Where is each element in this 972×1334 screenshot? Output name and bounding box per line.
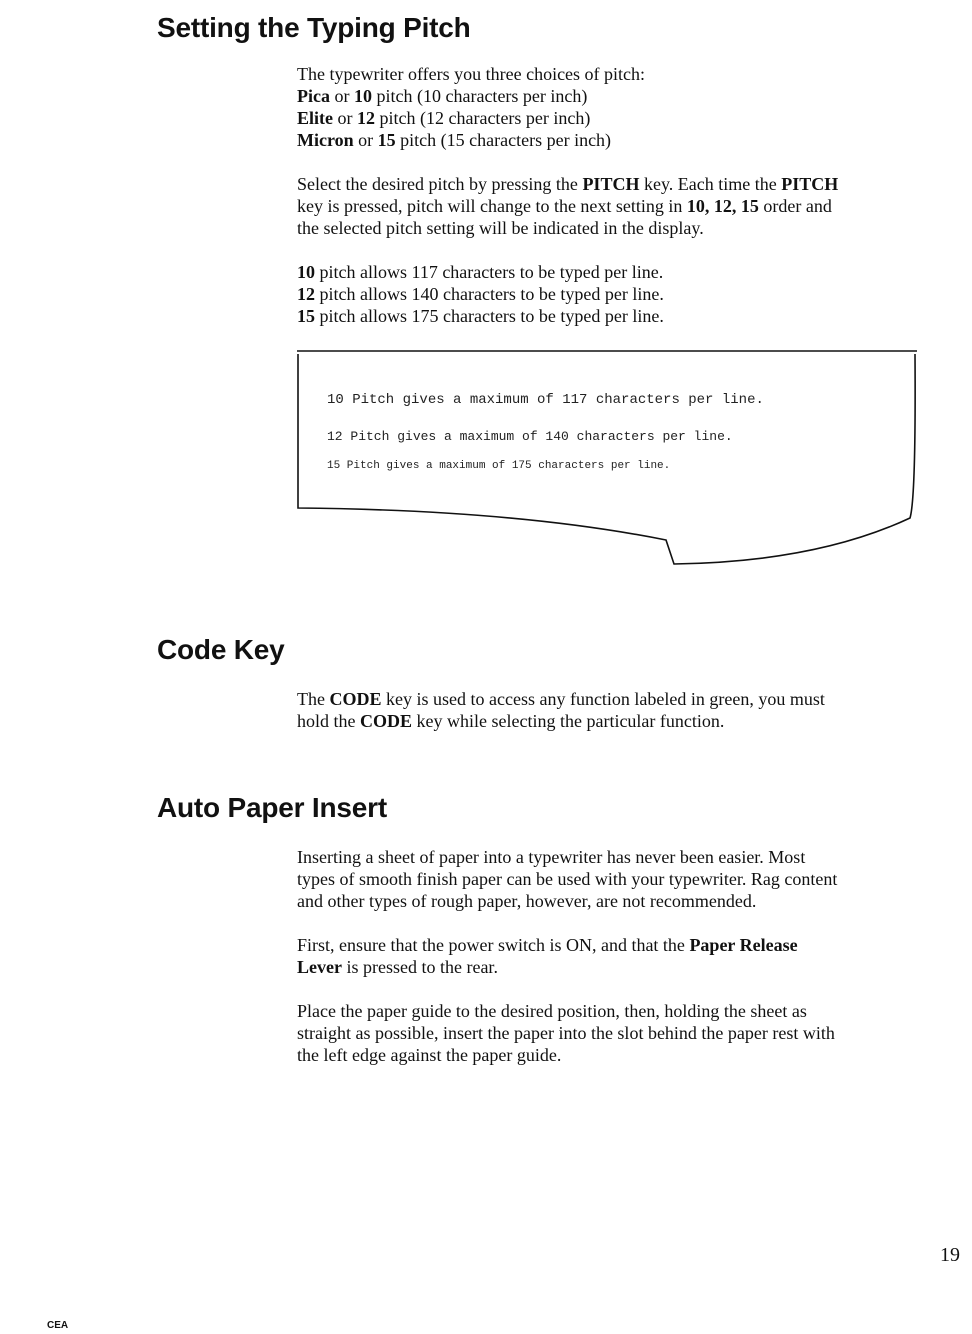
pitch-allows-10: 10 pitch allows 117 characters to be typed per line. [297, 262, 664, 282]
code-key-line-2: hold the CODE key while selecting the particular function. [297, 711, 725, 731]
section-heading-auto-paper-insert: Auto Paper Insert [157, 792, 387, 823]
pitch-allows-paragraph [297, 261, 909, 327]
page-number: 19 [940, 1244, 960, 1266]
pitch-allows-12: 12 pitch allows 140 characters to be typed per line. [297, 284, 664, 304]
display-line-15-pitch: 15 Pitch gives a maximum of 175 characters per line. [327, 460, 671, 472]
section-heading-typing-pitch: Setting the Typing Pitch [157, 12, 471, 43]
auto-insert-paragraph-2 [297, 934, 909, 978]
auto-insert-line: Inserting a sheet of paper into a typewriter has never been easier. Most [297, 847, 806, 867]
auto-insert-line: and other types of rough paper, however, are not recommended. [297, 891, 757, 911]
pitch-allows-15: 15 pitch allows 175 characters to be typed per line. [297, 306, 664, 326]
pitch-choice-pica: Pica or 10 pitch (10 characters per inch) [297, 86, 588, 106]
display-line-10-pitch: 10 Pitch gives a maximum of 117 characters per line. [327, 392, 764, 408]
pitch-select-line-2: key is pressed, pitch will change to the next setting in 10, 12, 15 order and [297, 196, 832, 216]
code-key-paragraph [297, 688, 909, 732]
auto-insert-line: First, ensure that the power switch is ON, and that the Paper Release [297, 935, 798, 955]
display-line-12-pitch: 12 Pitch gives a maximum of 140 characters per line. [327, 429, 733, 444]
pitch-select-line-1: Select the desired pitch by pressing the PITCH key. Each time the PITCH [297, 174, 839, 194]
pitch-select-paragraph [297, 173, 909, 239]
auto-insert-line: Place the paper guide to the desired position, then, holding the sheet as [297, 1001, 807, 1021]
code-key-line-1: The CODE key is used to access any function labeled in green, you must [297, 689, 825, 709]
auto-insert-line: types of smooth finish paper can be used with your typewriter. Rag content [297, 869, 838, 889]
pitch-intro: The typewriter offers you three choices of pitch: [297, 64, 646, 84]
auto-insert-paragraph-3 [297, 1000, 909, 1066]
pitch-display-illustration [296, 348, 918, 570]
pitch-choice-elite: Elite or 12 pitch (12 characters per inch) [297, 108, 591, 128]
pitch-select-line-3: the selected pitch setting will be indicated in the display. [297, 218, 704, 238]
pitch-choice-micron: Micron or 15 pitch (15 characters per inch) [297, 130, 612, 150]
auto-insert-paragraph-1 [297, 846, 909, 912]
footer-code: CEA [47, 1320, 69, 1331]
auto-insert-line: the left edge against the paper guide. [297, 1045, 562, 1065]
auto-insert-line: Lever is pressed to the rear. [297, 957, 498, 977]
section-heading-code-key: Code Key [157, 634, 285, 665]
display-frame-outline [296, 348, 918, 570]
pitch-choices-paragraph [297, 63, 909, 151]
auto-insert-line: straight as possible, insert the paper into the slot behind the paper rest with [297, 1023, 835, 1043]
